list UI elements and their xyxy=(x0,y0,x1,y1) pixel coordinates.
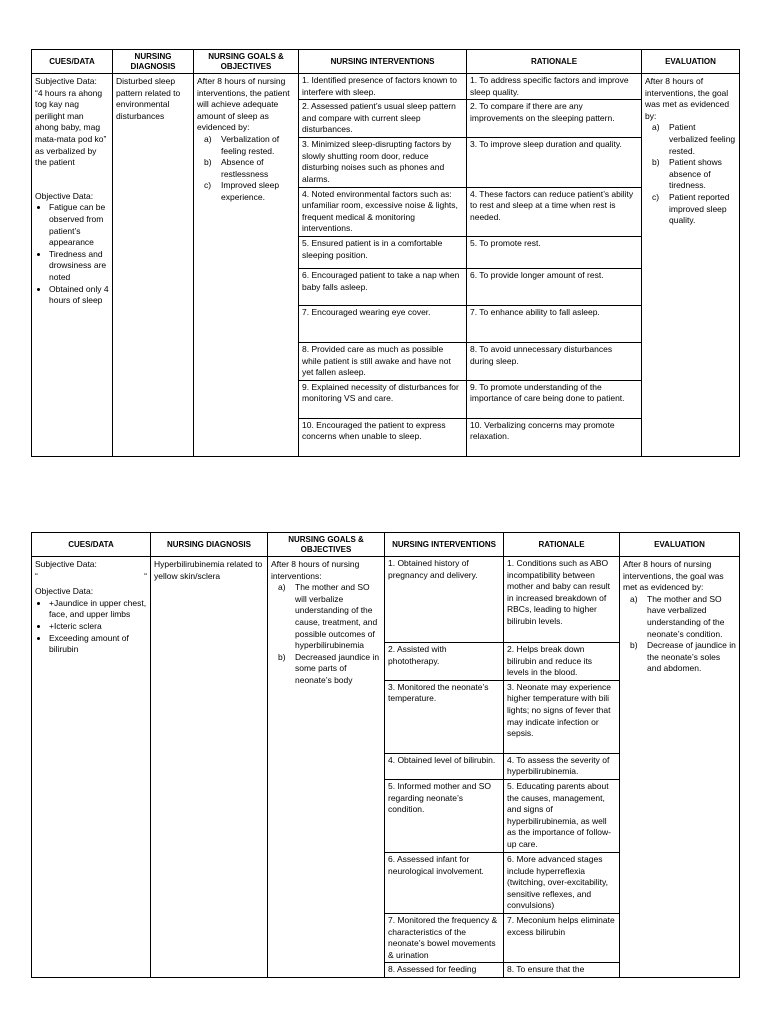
diagnosis-cell: Disturbed sleep pattern related to environmental disturbances xyxy=(113,74,194,457)
intervention-cell: 7. Encouraged wearing eye cover. xyxy=(299,305,467,342)
quote-close: “ xyxy=(144,570,147,581)
goals-cell xyxy=(268,557,385,978)
cues-cell xyxy=(32,557,151,978)
goal-item: Improved sleep experience. xyxy=(221,180,280,202)
header-diagnosis: NURSING DIAGNOSIS xyxy=(113,50,194,74)
objective-item: • +Icteric sclera xyxy=(49,621,147,633)
evaluation-cell xyxy=(642,74,740,457)
evaluation-intro: After 8 hours of nursing interventions, the goal was met as evidenced by: xyxy=(623,559,724,593)
header-diagnosis: NURSING DIAGNOSIS xyxy=(151,533,268,557)
intervention-cell: 2. Assisted with phototherapy. xyxy=(385,643,504,681)
intervention-cell: 8. Provided care as much as possible while patient is still awake and have not yet fallen asleep. xyxy=(299,342,467,380)
rationale-cell: 4. These factors can reduce patient’s ability to rest and sleep at a time when rest is needed. xyxy=(467,187,642,236)
intervention-cell: 8. Assessed for feeding xyxy=(385,963,504,978)
intervention-cell: 3. Monitored the neonate’s temperature. xyxy=(385,680,504,753)
intervention-cell: 2. Assessed patient’s usual sleep pattern and compare with current sleep disturbances. xyxy=(299,100,467,138)
rationale-cell: 6. More advanced stages include hyperreflexia (twitching, over-excitability, sensitive reflexes, and convulsions) xyxy=(504,852,620,913)
objective-item: • Tiredness and drowsiness are noted xyxy=(49,249,109,284)
intervention-cell: 5. Informed mother and SO regarding neonate’s condition. xyxy=(385,779,504,852)
rationale-cell: 7. Meconium helps eliminate excess bilirubin xyxy=(504,913,620,962)
goals-intro: After 8 hours of nursing interventions, the patient will achieve adequate amount of sleep as evidenced by: xyxy=(197,76,290,133)
evaluation-item: Patient reported improved sleep quality. xyxy=(669,191,730,226)
rationale-cell: 8. To avoid unnecessary disturbances during sleep. xyxy=(467,342,642,380)
evaluation-item: The mother and SO have verbalized understanding of the neonate’s condition. xyxy=(647,593,725,639)
objective-label: Objective Data: xyxy=(35,586,94,597)
rationale-cell: 9. To promote understanding of the importance of care being done to patient. xyxy=(467,380,642,418)
subjective-label: Subjective Data: xyxy=(35,559,97,569)
evaluation-list xyxy=(645,122,736,226)
header-interventions: NURSING INTERVENTIONS xyxy=(385,533,504,557)
intervention-cell: 7. Monitored the frequency & characteristics of the neonate’s bowel movements & urination xyxy=(385,913,504,962)
goal-item: The mother and SO will verbalize understanding of the cause, treatment, and possible outcomes of hyperbilirubinemia xyxy=(295,582,378,651)
goal-item: Decreased jaundice in some parts of neonate’s body xyxy=(295,651,380,685)
evaluation-item: Decrease of jaundice in the neonate’s soles and abdomen. xyxy=(647,640,736,674)
evaluation-item: Patient verbalized feeling rested. xyxy=(669,122,736,156)
evaluation-item: Patient shows absence of tiredness. xyxy=(669,157,722,191)
goals-cell xyxy=(194,74,299,457)
rationale-cell: 4. To assess the severity of hyperbilirubinemia. xyxy=(504,753,620,779)
goal-item: Verbalization of feeling rested. xyxy=(221,133,280,156)
objective-item: • Obtained only 4 hours of sleep xyxy=(49,284,109,307)
rationale-cell: 7. To enhance ability to fall asleep. xyxy=(467,305,642,342)
objective-list xyxy=(35,598,147,656)
rationale-cell: 1. Conditions such as ABO incompatibility between mother and baby can result in increased breakdown of RBCs, leading to higher bilirubin levels. xyxy=(504,557,620,643)
intervention-cell: 5. Ensured patient is in a comfortable sleeping position. xyxy=(299,236,467,268)
rationale-cell: 5. Educating parents about the causes, management, and signs of hyperbilirubinemia, as well as the importance of follow-up care. xyxy=(504,779,620,852)
table-header-row xyxy=(32,533,740,557)
rationale-cell: 3. To improve sleep duration and quality. xyxy=(467,138,642,187)
header-goals: NURSING GOALS & OBJECTIVES xyxy=(268,533,385,557)
subjective-text: “4 hours ra ahong tog kay nag perilight man ahong baby, mag mata-mata pod ko” as verbalized by the patient xyxy=(35,87,107,168)
quote-open: “ xyxy=(35,570,38,581)
intervention-cell: 4. Noted environmental factors such as: unfamiliar room, excessive noise & lights, frequent medical & monitoring interventions. xyxy=(299,187,467,236)
evaluation-intro: After 8 hours of interventions, the goal was met as evidenced by: xyxy=(645,76,730,121)
objective-label: Objective Data: xyxy=(35,190,94,201)
header-evaluation: EVALUATION xyxy=(620,533,740,557)
evaluation-cell xyxy=(620,557,740,978)
objective-item: • Fatigue can be observed from patient’s appearance xyxy=(49,202,109,248)
goals-list xyxy=(271,582,381,686)
intervention-cell: 1. Obtained history of pregnancy and delivery. xyxy=(385,557,504,643)
rationale-cell: 8. To ensure that the xyxy=(504,963,620,978)
table-row xyxy=(32,74,740,100)
goals-list xyxy=(197,134,295,204)
care-plan-table-sleep xyxy=(31,49,740,457)
header-evaluation: EVALUATION xyxy=(642,50,740,74)
subjective-label: Subjective Data: xyxy=(35,76,97,86)
objective-item: • Exceeding amount of bilirubin xyxy=(49,633,147,656)
rationale-cell: 1. To address specific factors and improve sleep quality. xyxy=(467,74,642,100)
intervention-cell: 9. Explained necessity of disturbances for monitoring VS and care. xyxy=(299,380,467,418)
table-header-row xyxy=(32,50,740,74)
goals-intro: After 8 hours of nursing interventions: xyxy=(271,559,360,581)
rationale-cell: 2. Helps break down bilirubin and reduce its levels in the blood. xyxy=(504,643,620,681)
intervention-cell: 6. Assessed infant for neurological involvement. xyxy=(385,852,504,913)
intervention-cell: 10. Encouraged the patient to express concerns when unable to sleep. xyxy=(299,418,467,456)
diagnosis-cell: Hyperbilirubinemia related to yellow skin/sclera xyxy=(151,557,268,978)
header-interventions: NURSING INTERVENTIONS xyxy=(299,50,467,74)
rationale-cell: 6. To provide longer amount of rest. xyxy=(467,268,642,305)
rationale-cell: 2. To compare if there are any improvements on the sleeping pattern. xyxy=(467,100,642,138)
header-rationale: RATIONALE xyxy=(504,533,620,557)
subjective-quote xyxy=(35,571,147,583)
care-plan-table-hyperbilirubinemia xyxy=(31,532,740,978)
header-rationale: RATIONALE xyxy=(467,50,642,74)
objective-item: • +Jaundice in upper chest, face, and upper limbs xyxy=(49,598,147,621)
rationale-cell: 5. To promote rest. xyxy=(467,236,642,268)
rationale-cell: 3. Neonate may experience higher temperature with bili lights; no signs of fever that may indicate infection or sepsis. xyxy=(504,680,620,753)
rationale-cell: 10. Verbalizing concerns may promote relaxation. xyxy=(467,418,642,456)
intervention-cell: 3. Minimized sleep-disrupting factors by slowly shutting room door, reduce disturbing noises such as phones and alarms. xyxy=(299,138,467,187)
header-cues: CUES/DATA xyxy=(32,533,151,557)
header-goals: NURSING GOALS & OBJECTIVES xyxy=(194,50,299,74)
evaluation-list xyxy=(623,594,736,675)
table-row xyxy=(32,557,740,643)
cues-cell xyxy=(32,74,113,457)
intervention-cell: 1. Identified presence of factors known to interfere with sleep. xyxy=(299,74,467,100)
intervention-cell: 4. Obtained level of bilirubin. xyxy=(385,753,504,779)
objective-list xyxy=(35,202,109,306)
intervention-cell: 6. Encouraged patient to take a nap when baby falls asleep. xyxy=(299,268,467,305)
goal-item: Absence of restlessness xyxy=(221,157,269,179)
header-cues: CUES/DATA xyxy=(32,50,113,74)
